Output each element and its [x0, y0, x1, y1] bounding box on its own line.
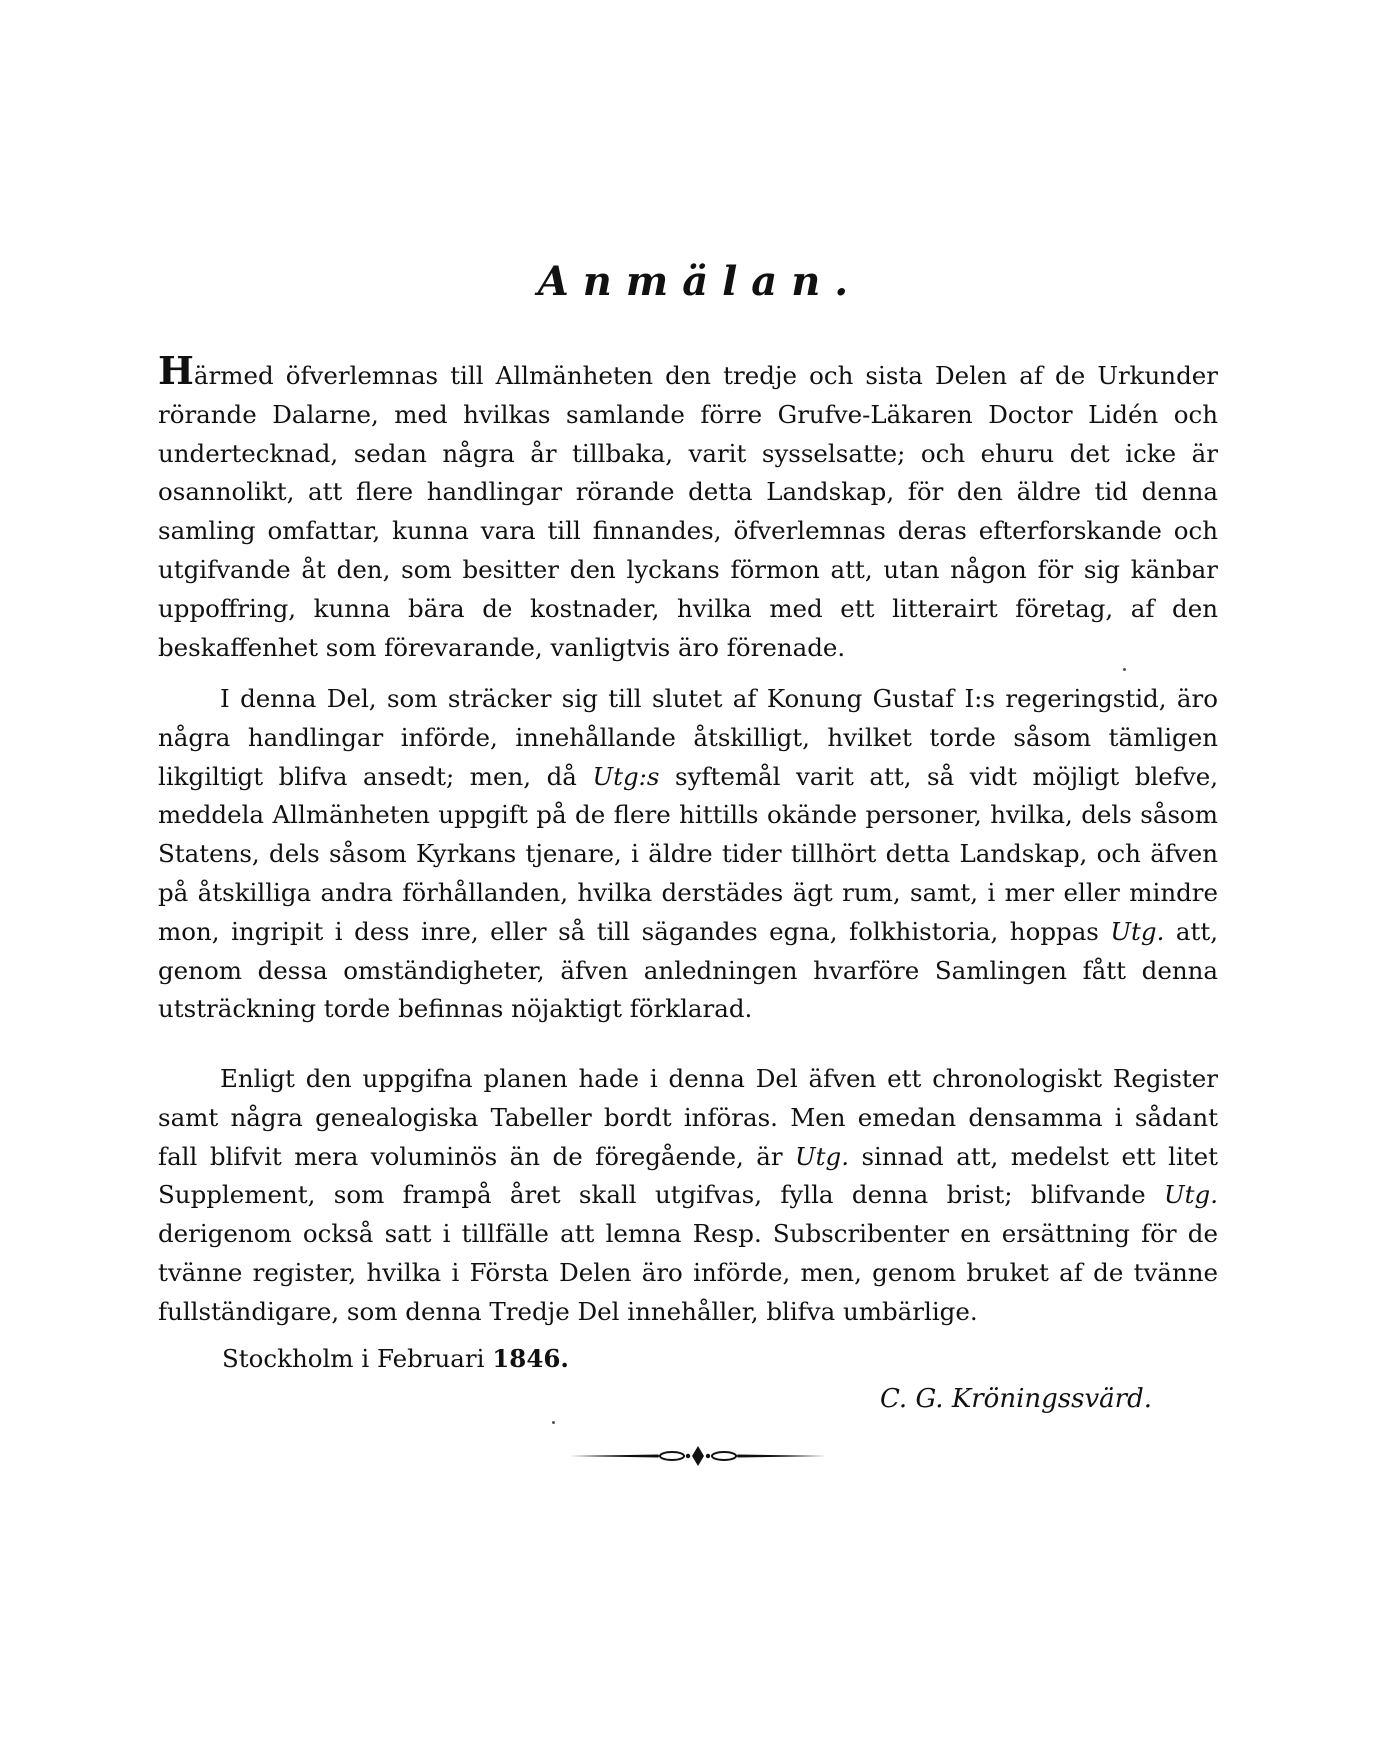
paragraph-2-text-b: syftemål varit att, så vidt möjligt blefve, meddela Allmänheten uppgift på de flere hittills okände personer, hvilka, dels såsom Statens, dels såsom Kyrkans tjenare, i äldre tider tillhört detta Landskap, och äfven på åtskilliga andra förhållanden, hvilka derstädes ägt rum, samt, i mer eller mindre mon, ingripit i dess inre, eller så till sägandes egna, folkhistoria, hoppas [158, 761, 1218, 946]
paragraph-3-text-a: Enligt den uppgifna planen hade i denna Del äfven ett chronologiskt Register samt några genealogiska Tabeller bordt införas. Men emedan densamma i sådant fall blifvit mera voluminös än de föregående, är [158, 1064, 1218, 1171]
paragraph-3-emphasis-b: Utg. [1164, 1180, 1218, 1210]
ink-speck [552, 1421, 555, 1424]
page-title: Anmälan. [537, 258, 863, 305]
place-and-date [222, 1344, 569, 1373]
paragraph-1-text: ärmed öfverlemnas till Allmänheten den tredje och sista Delen af de Urkunder rörande Dalarne, med hvilkas samlande förre Grufve-Läkaren Doctor Lidén och undertecknad, sedan några år tillbaka, varit sysselsatte; och ehuru det icke är osannolikt, att flere handlingar rörande detta Landskap, för den äldre tid denna samling omfattar, kunna vara till finnandes, öfverlemnas deras efterforskande och utgifvande åt den, som besitter den lyckans förmon att, utan någon för sig känbar uppoffring, kunna bära de kostnader, hvilka med ett litterairt företag, af den beskaffenhet som förevarande, vanligtvis äro förenade. [158, 361, 1218, 662]
paragraph-2-text-a: I denna Del, som sträcker sig till slutet af Konung Gustaf I:s regeringstid, äro några handlingar införde, innehållande åtskilligt, hvilket torde såsom tämligen likgiltigt blifva ansedt; men, då [158, 684, 1218, 791]
paragraph-2-emphasis-a: Utg:s [592, 761, 660, 791]
ink-speck [1123, 668, 1126, 671]
paragraph-1 [158, 348, 1218, 667]
paragraph-3-text-c: derigenom också satt i tillfälle att lemna Resp. Subscribenter en ersättning för de tvänne register, hvilka i Första Delen äro införde, men, genom bruket af de tvänne fullständigare, som denna Tredje Del innehåller, blifva umbärlige. [158, 1219, 1218, 1326]
year: 1846. [492, 1344, 569, 1373]
signature: C. G. Kröningssvärd. [879, 1384, 1152, 1414]
paragraph-2-emphasis-b: Utg. [1110, 916, 1165, 946]
paragraph-3 [158, 1060, 1218, 1332]
ornament-rule-icon [568, 1441, 828, 1471]
place-date-text: Stockholm i Februari [222, 1344, 493, 1373]
paragraph-2-text-c: att, genom dessa omständigheter, äfven anledningen hvarföre Samlingen fått denna utsträckning torde befinnas nöjaktigt förklarad. [158, 916, 1218, 1024]
paragraph-3-emphasis-a: Utg. [795, 1141, 849, 1171]
paragraph-3-text-b: sinnad att, medelst ett litet Supplement, som frampå året skall utgifvas, fylla denna brist; blifvande [158, 1141, 1218, 1210]
paragraph-2 [158, 680, 1218, 1029]
initial-letter: H [158, 348, 194, 393]
